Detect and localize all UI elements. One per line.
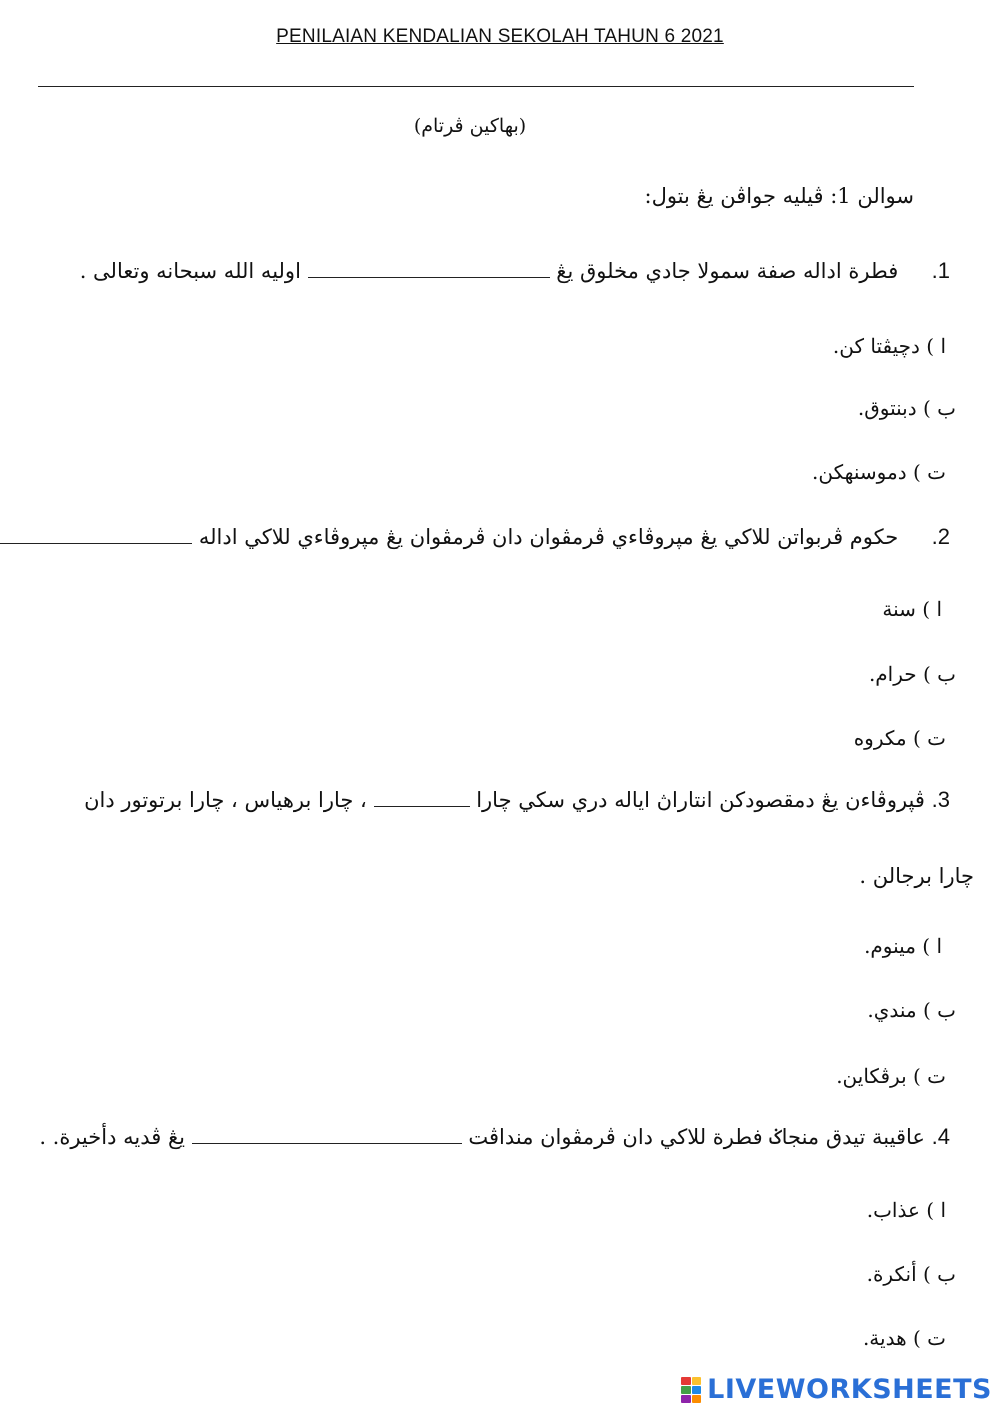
question-3-continuation: چارا برجالن . xyxy=(859,864,974,888)
option-text: سنة xyxy=(882,597,916,621)
option-letter: ا ) xyxy=(922,934,942,958)
option-text: دچيڤتا کن. xyxy=(832,334,920,358)
question-text: اوليه الله سبحانه وتعالى . xyxy=(79,259,301,283)
option-text: أنکرة. xyxy=(866,1262,917,1286)
option-letter: ب ) xyxy=(923,662,956,686)
option-a[interactable] xyxy=(867,1198,946,1222)
option-a[interactable] xyxy=(864,934,942,958)
logo-square xyxy=(681,1377,691,1385)
option-text: مکروه xyxy=(853,726,907,750)
logo-text-live: LIVE xyxy=(707,1374,776,1405)
option-text: مينوم. xyxy=(864,934,916,958)
question-number: 1. xyxy=(931,258,950,283)
instructions: سوالن 1: ڤيليه جواڤن يڠ بتول: xyxy=(644,184,914,208)
option-b[interactable] xyxy=(867,1262,956,1286)
logo-icon xyxy=(681,1377,701,1403)
option-letter: ب ) xyxy=(923,1262,956,1286)
option-letter: ا ) xyxy=(926,1198,946,1222)
option-a[interactable] xyxy=(882,597,942,621)
option-letter: ت ) xyxy=(913,1064,946,1088)
question-2 xyxy=(0,524,950,550)
question-3 xyxy=(84,787,950,813)
question-text: فطرة اداله صفة سمولا جادي مخلوق يڠ xyxy=(556,259,899,283)
option-letter: ا ) xyxy=(922,597,942,621)
option-a[interactable] xyxy=(833,334,946,358)
question-number: 2. xyxy=(931,524,950,549)
option-letter: ب ) xyxy=(923,998,956,1022)
question-text: ڤپروڤاءن يڠ دمقصودکن انتاراڽ اياله دري سکي چارا xyxy=(476,788,925,812)
option-text: حرام. xyxy=(868,662,917,686)
option-text: هدية. xyxy=(862,1326,907,1350)
question-number: 3. xyxy=(931,787,950,812)
question-text: عاقيبة تيدق منجاݢ فطرة للاکي دان ڤرمڤوان منداڤت xyxy=(468,1125,925,1149)
option-c[interactable] xyxy=(863,1326,946,1350)
option-text: عذاب. xyxy=(866,1198,920,1222)
option-letter: ت ) xyxy=(913,460,946,484)
question-text: يڠ ڤديه دأخيرة. . xyxy=(39,1125,185,1149)
option-letter: ا ) xyxy=(926,334,946,358)
question-text: حکوم ڤربواتن للاکي يڠ مپروڤاءي ڤرمڤوان دان ڤرمڤوان يڠ مپروڤاءي للاکي اداله xyxy=(198,525,899,549)
option-text: دموسنهکن. xyxy=(812,460,907,484)
option-text: مندي. xyxy=(867,998,917,1022)
question-number: 4. xyxy=(931,1124,950,1149)
logo-square xyxy=(681,1386,691,1394)
logo-square xyxy=(692,1395,702,1403)
question-4 xyxy=(39,1124,950,1150)
answer-blank[interactable] xyxy=(308,263,550,278)
question-text: ، چارا برهياس ، چارا برتوتور دان xyxy=(84,788,367,812)
option-letter: ت ) xyxy=(913,726,946,750)
answer-blank[interactable] xyxy=(192,1129,462,1144)
answer-blank[interactable] xyxy=(374,792,470,807)
option-c[interactable] xyxy=(854,726,946,750)
answer-blank[interactable] xyxy=(0,529,192,544)
liveworksheets-logo xyxy=(681,1374,992,1405)
logo-square xyxy=(692,1377,702,1385)
option-b[interactable] xyxy=(869,662,956,686)
option-b[interactable] xyxy=(867,998,956,1022)
header-divider xyxy=(38,86,914,87)
logo-text-worksheets: WORKSHEETS xyxy=(775,1374,992,1405)
option-text: برڤکاين. xyxy=(836,1064,907,1088)
section-subtitle: (بهاکين ڤرتام) xyxy=(413,115,527,137)
option-c[interactable] xyxy=(812,460,946,484)
logo-square xyxy=(681,1395,691,1403)
question-1 xyxy=(80,258,950,284)
option-text: دبنتوق. xyxy=(857,396,917,420)
option-letter: ت ) xyxy=(913,1326,946,1350)
option-letter: ب ) xyxy=(923,396,956,420)
option-c[interactable] xyxy=(836,1064,946,1088)
option-b[interactable] xyxy=(858,396,956,420)
page-title: PENILAIAN KENDALIAN SEKOLAH TAHUN 6 2021 xyxy=(276,26,724,47)
logo-square xyxy=(692,1386,702,1394)
